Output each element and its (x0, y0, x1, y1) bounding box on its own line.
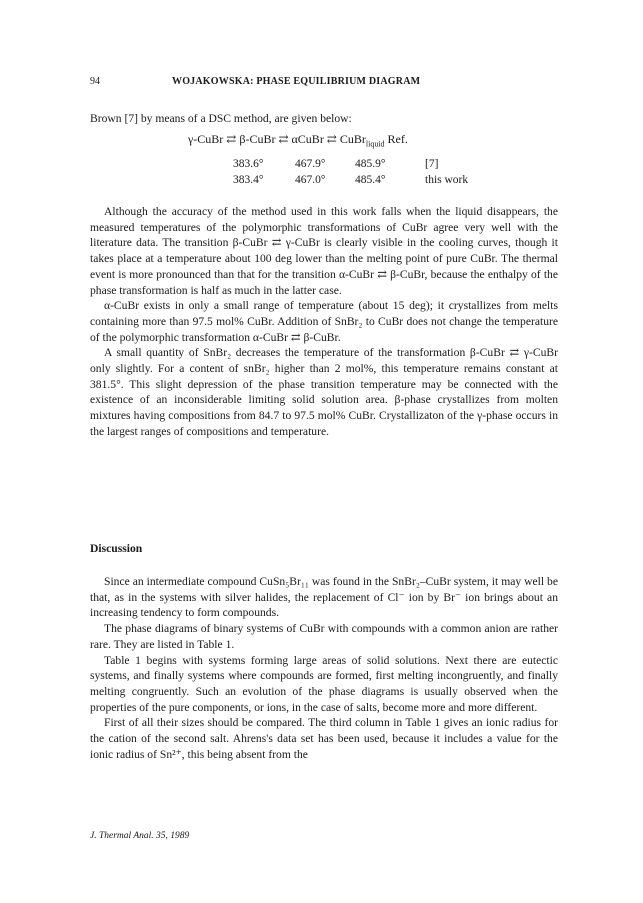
page-number: 94 (90, 76, 100, 87)
section-heading: Discussion (90, 542, 143, 555)
temp-melting: 485.4° (355, 173, 386, 186)
intro-line: Brown [7] by means of a DSC method, are given below: (90, 112, 352, 125)
temp-reference: this work (425, 173, 469, 186)
table-row (90, 157, 558, 173)
page-header (90, 76, 558, 90)
temp-beta-alpha: 467.0° (295, 173, 326, 186)
temp-melting: 485.9° (355, 158, 386, 170)
discussion-text (90, 574, 558, 762)
journal-footer: J. Thermal Anal. 35, 1989 (90, 831, 190, 841)
paragraph: First of all their sizes should be compared. The third column in Table 1 gives an ionic radius for the cation of the second salt. Ahrens's data set has been used, because it includes a value for the ionic radius of Sn²⁺, this being absent from the (90, 716, 558, 761)
equation-ref: Ref. (384, 132, 408, 146)
paragraph: Although the accuracy of the method used in this work falls when the liquid disappears, the measured temperatures of the polymorphic transformations of CuBr agree very well with the literature data. The transition β-CuBr ⇄ γ-CuBr is clearly visible in the cooling curves, though it takes place at a temperature about 100 deg lower than the melting point of pure CuBr. The thermal event is more pronounced than that for the transition α-CuBr ⇄ β-CuBr, because the enthalpy of the phase transformation is half as much in the latter case. (90, 205, 558, 297)
paragraph: The phase diagrams of binary systems of CuBr with compounds with a common anion are rather rare. They are listed in Table 1. (90, 622, 558, 651)
results-text (90, 204, 558, 440)
phase-transition-equation (188, 132, 408, 148)
running-title: WOJAKOWSKA: PHASE EQUILIBRIUM DIAGRAM (172, 76, 421, 87)
temp-beta-alpha: 467.9° (295, 158, 326, 170)
temp-gamma-beta: 383.4° (233, 173, 264, 186)
equation-subscript: liquid (365, 139, 385, 149)
paragraph: Since an intermediate compound CuSn₅Br₁₁ was found in the SnBr₂–CuBr system, it may well be that, as in the systems with silver halides, the replacement of Cl⁻ ion by Br⁻ ion brings about an increasing tendency to form compounds. (90, 575, 558, 620)
paragraph: Table 1 begins with systems forming large areas of solid solutions. Next there are eutectic systems, and finally systems where compounds are formed, first melting incongruently, and finally melting congruently. Such an evolution of the phase diagrams is usually observed when the properties of the pure components, or ions, in the case of salts, become more and more different. (90, 653, 558, 714)
table-row (90, 173, 558, 189)
temperature-table (90, 157, 558, 188)
paragraph: α-CuBr exists in only a small range of temperature (about 15 deg); it crystallizes from melts containing more than 97.5 mol% CuBr. Addition of SnBr₂ to CuBr does not change the temperature of the polymorphic transformation α-CuBr ⇄ β-CuBr. (90, 299, 558, 344)
paragraph: A small quantity of SnBr₂ decreases the temperature of the transformation β-CuBr ⇄ γ-CuBr only slightly. For a content of snBr₂ higher than 2 mol%, this temperature remains constant at 381.5°. This slight depression of the phase transition temperature may be connected with the existence of an inconsiderable limiting solid solution area. β-phase crystallizes from molten mixtures having compositions from 84.7 to 97.5 mol% CuBr. Crystallizaton of the γ-phase occurs in the largest ranges of compositions and temperature. (90, 346, 558, 438)
equation-main: γ-CuBr ⇄ β-CuBr ⇄ αCuBr ⇄ CuBr (188, 132, 366, 146)
temp-reference: [7] (425, 158, 439, 170)
temp-gamma-beta: 383.6° (233, 158, 264, 170)
